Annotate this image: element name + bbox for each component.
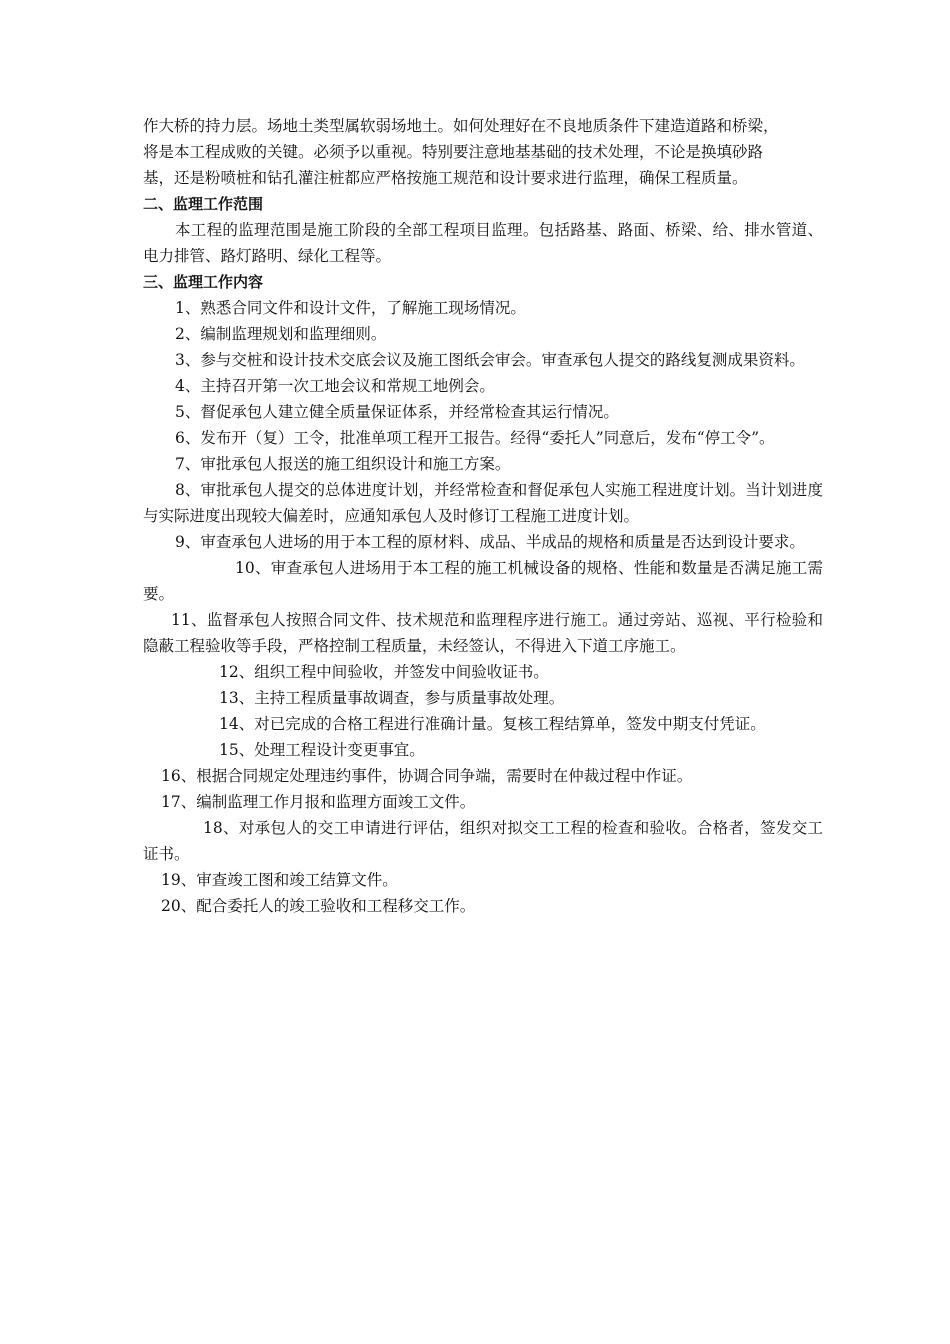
list-item-1: 1、熟悉合同文件和设计文件，了解施工现场情况。: [175, 299, 526, 317]
list-item-8: 8、审批承包人提交的总体进度计划，并经常检查和督促承包人实施工程进度计划。当计划进度与实际进度出现较大偏差时，应通知承包人及时修订工程施工进度计划。: [143, 481, 823, 525]
intro-line-1: 作大桥的持力层。场地土类型属软弱场地土。如何处理好在不良地质条件下建造道路和桥梁，: [143, 117, 779, 135]
list-item-19: 19、审查竣工图和竣工结算文件。: [161, 871, 398, 889]
list-item-17: 17、编制监理工作月报和监理方面竣工文件。: [161, 793, 476, 811]
list-item-4: 4、主持召开第一次工地会议和常规工地例会。: [175, 377, 495, 395]
list-item-3: 3、参与交桩和设计技术交底会议及施工图纸会审会。审查承包人提交的路线复测成果资料。: [175, 351, 805, 369]
document-body: [143, 113, 823, 919]
list-item-13: 13、主持工程质量事故调查，参与质量事故处理。: [219, 689, 565, 707]
list-item-20: 20、配合委托人的竣工验收和工程移交工作。: [161, 897, 476, 915]
list-item-12: 12、组织工程中间验收，并签发中间验收证书。: [219, 663, 549, 681]
section-3-heading: 三、监理工作内容: [143, 273, 264, 291]
intro-line-3: 基，还是粉喷桩和钻孔灌注桩都应严格按施工规范和设计要求进行监理，确保工程质量。: [143, 169, 748, 187]
list-item-6: 6、发布开（复）工令，批准单项工程开工报告。经得“委托人”同意后，发布“停工令”。: [175, 429, 775, 447]
section-2-heading: 二、监理工作范围: [143, 195, 264, 213]
list-item-9: 9、审查承包人进场的用于本工程的原材料、成品、半成品的规格和质量是否达到设计要求。: [175, 533, 805, 551]
list-item-15: 15、处理工程设计变更事宜。: [219, 741, 425, 759]
list-item-11: 11、监督承包人按照合同文件、技术规范和监理程序进行施工。通过旁站、巡视、平行检验和隐蔽工程验收等手段，严格控制工程质量，未经签认，不得进入下道工序施工。: [143, 611, 823, 655]
list-item-18: 18、对承包人的交工申请进行评估，组织对拟交工工程的检查和验收。合格者，签发交工证书。: [143, 819, 823, 863]
list-item-7: 7、审批承包人报送的施工组织设计和施工方案。: [175, 455, 511, 473]
list-item-14: 14、对已完成的合格工程进行准确计量。复核工程结算单，签发中期支付凭证。: [219, 715, 766, 733]
list-item-10: 10、审查承包人进场用于本工程的施工机械设备的规格、性能和数量是否满足施工需要。: [143, 559, 823, 603]
list-item-2: 2、编制监理规划和监理细则。: [175, 325, 387, 343]
intro-line-2: 将是本工程成败的关键。必须予以重视。特别要注意地基基础的技术处理，不论是换填砂路: [143, 143, 764, 161]
list-item-5: 5、督促承包人建立健全质量保证体系，并经常检查其运行情况。: [175, 403, 619, 421]
section-2-body: 本工程的监理范围是施工阶段的全部工程项目监理。包括路基、路面、桥梁、给、排水管道、电力排管、路灯路明、绿化工程等。: [143, 221, 823, 265]
list-item-16: 16、根据合同规定处理违约事件，协调合同争端，需要时在仲裁过程中作证。: [161, 767, 693, 785]
